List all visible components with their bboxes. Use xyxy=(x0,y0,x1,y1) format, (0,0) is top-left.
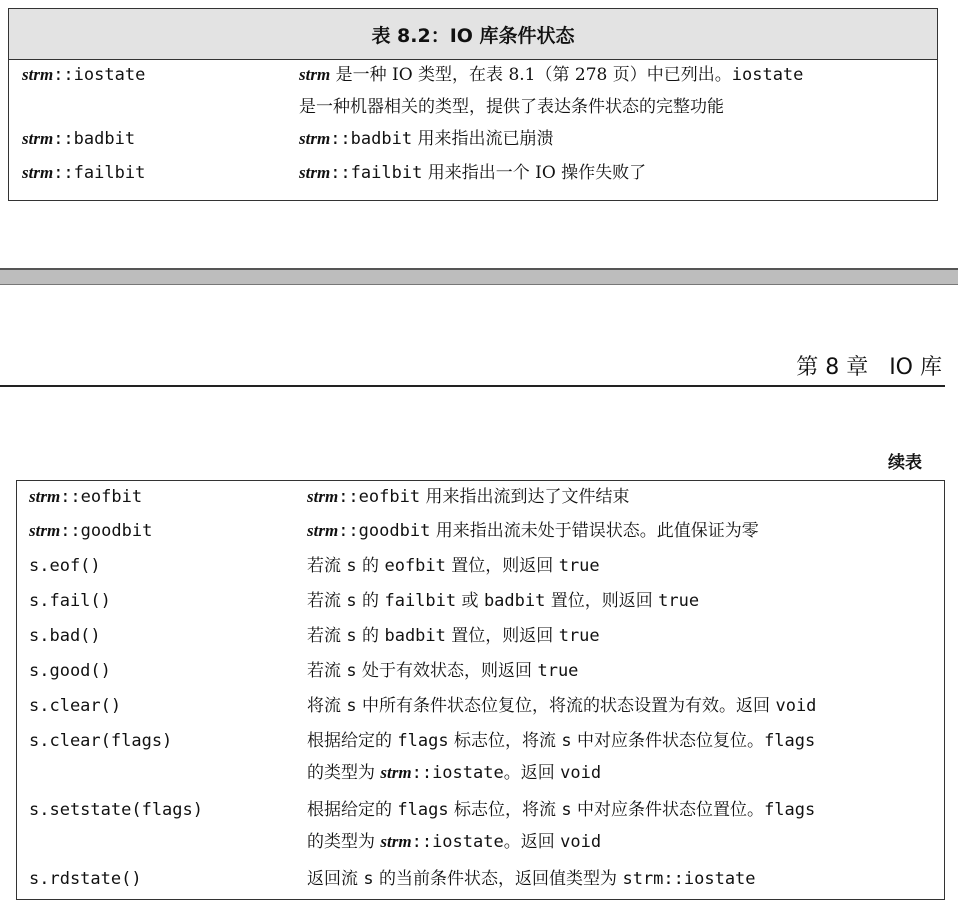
row-name-suffix: s.clear(flags) xyxy=(29,731,173,751)
text-segment: failbit xyxy=(384,591,457,611)
text-segment: 的 xyxy=(356,556,385,576)
row-name xyxy=(22,123,135,155)
description-line xyxy=(299,157,929,189)
text-segment: strm xyxy=(299,129,331,148)
row-name-suffix: s.eof() xyxy=(29,556,101,576)
row-name xyxy=(29,515,152,547)
row-name-suffix: s.good() xyxy=(29,661,111,681)
row-name xyxy=(29,690,121,722)
row-description xyxy=(307,655,937,687)
text-segment: ::eofbit xyxy=(338,487,421,507)
text-segment: 处于有效状态，则返回 xyxy=(356,661,538,681)
text-segment: 中所有条件状态位复位，将流的状态设置为有效。返回 xyxy=(356,696,776,716)
row-description xyxy=(299,59,929,123)
description-line xyxy=(307,757,937,789)
chapter-header: 第 8 章 IO 库 xyxy=(796,355,942,380)
text-segment: 标志位，将流 xyxy=(448,731,562,751)
row-name-suffix: ::goodbit xyxy=(60,521,153,541)
row-name-prefix: strm xyxy=(22,163,54,182)
text-segment: eofbit xyxy=(384,556,446,576)
row-name-suffix: ::eofbit xyxy=(60,487,143,507)
text-segment: 是一种机器相关的类型，提供了表达条件状态的完整功能 xyxy=(299,97,724,117)
text-segment: s xyxy=(561,800,572,820)
text-segment: ::badbit xyxy=(330,129,413,149)
text-segment: s xyxy=(346,661,357,681)
text-segment: s xyxy=(561,731,572,751)
row-name xyxy=(29,585,111,617)
row-name-suffix: ::iostate xyxy=(53,65,146,85)
row-name xyxy=(29,863,142,895)
text-segment: 若流 xyxy=(307,626,347,646)
text-segment: strm::iostate xyxy=(622,869,756,889)
text-segment: 根据给定的 xyxy=(307,800,398,820)
text-segment: true xyxy=(537,661,579,681)
description-line xyxy=(307,585,937,617)
text-segment: strm xyxy=(307,521,339,540)
description-line xyxy=(307,794,937,826)
row-name-prefix: strm xyxy=(22,65,54,84)
text-segment: flags xyxy=(764,800,816,820)
text-segment: 的 xyxy=(356,591,385,611)
table-title: 表 8.2：IO 库条件状态 xyxy=(9,9,937,60)
row-name xyxy=(22,157,145,189)
description-line xyxy=(307,725,937,757)
text-segment: 是一种 IO 类型，在表 8.1（第 278 页）中已列出。 xyxy=(330,65,732,85)
description-line xyxy=(307,620,937,652)
text-segment: 标志位，将流 xyxy=(448,800,562,820)
text-segment: 用来指出流未处于错误状态。此值保证为零 xyxy=(430,521,759,541)
text-segment: true xyxy=(558,556,600,576)
text-segment: s xyxy=(346,696,357,716)
description-line xyxy=(307,826,937,858)
text-segment: strm xyxy=(299,65,331,84)
page-break-bar xyxy=(0,268,958,285)
text-segment: iostate xyxy=(731,65,804,85)
state-table-bottom xyxy=(16,480,945,900)
row-description xyxy=(299,123,929,155)
text-segment: 或 xyxy=(456,591,484,611)
row-description xyxy=(299,157,929,189)
text-segment: strm xyxy=(299,163,331,182)
row-description xyxy=(307,620,937,652)
text-segment: 将流 xyxy=(307,696,347,716)
text-segment: s xyxy=(346,591,357,611)
text-segment: strm xyxy=(307,487,339,506)
text-segment: s xyxy=(346,556,357,576)
text-segment: 置位，则返回 xyxy=(545,591,659,611)
description-line xyxy=(299,123,929,155)
text-segment: ::iostate xyxy=(411,763,504,783)
text-segment: 的当前条件状态，返回值类型为 xyxy=(373,869,623,889)
header-rule xyxy=(0,385,945,387)
description-line xyxy=(307,863,937,895)
text-segment: 用来指出流已崩溃 xyxy=(412,129,554,149)
row-name-prefix: strm xyxy=(29,521,61,540)
text-segment: 的类型为 xyxy=(307,763,381,783)
description-line xyxy=(299,91,929,123)
description-line xyxy=(307,655,937,687)
row-name xyxy=(29,794,203,826)
row-name-suffix: s.bad() xyxy=(29,626,101,646)
text-segment: ::iostate xyxy=(411,832,504,852)
text-segment: 置位，则返回 xyxy=(445,626,559,646)
description-line xyxy=(307,481,937,513)
text-segment: strm xyxy=(380,763,412,782)
row-name-suffix: s.clear() xyxy=(29,696,122,716)
text-segment: 若流 xyxy=(307,661,347,681)
row-description xyxy=(307,585,937,617)
row-description xyxy=(307,863,937,895)
row-description xyxy=(307,690,937,722)
row-name xyxy=(29,725,172,757)
description-line xyxy=(307,690,937,722)
text-segment: flags xyxy=(764,731,816,751)
row-name xyxy=(29,655,111,687)
description-line xyxy=(307,515,937,547)
row-description xyxy=(307,515,937,547)
text-segment: s xyxy=(346,626,357,646)
continued-label: 续表 xyxy=(888,453,922,473)
text-segment: void xyxy=(775,696,817,716)
text-segment: badbit xyxy=(384,626,446,646)
text-segment: 的类型为 xyxy=(307,832,381,852)
text-segment: flags xyxy=(397,800,449,820)
state-table-top xyxy=(8,8,938,201)
text-segment: 。返回 xyxy=(503,832,561,852)
row-description xyxy=(307,725,937,789)
text-segment: true xyxy=(658,591,700,611)
row-name xyxy=(29,620,101,652)
text-segment: 置位，则返回 xyxy=(445,556,559,576)
text-segment: void xyxy=(560,832,602,852)
text-segment: void xyxy=(560,763,602,783)
text-segment: 用来指出一个 IO 操作失败了 xyxy=(422,163,647,183)
row-description xyxy=(307,794,937,858)
row-name-suffix: s.setstate(flags) xyxy=(29,800,203,820)
row-name-prefix: strm xyxy=(22,129,54,148)
text-segment: s xyxy=(363,869,374,889)
text-segment: 的 xyxy=(356,626,385,646)
row-name-suffix: s.fail() xyxy=(29,591,111,611)
row-name-prefix: strm xyxy=(29,487,61,506)
text-segment: 根据给定的 xyxy=(307,731,398,751)
row-name xyxy=(29,481,142,513)
text-segment: ::goodbit xyxy=(338,521,431,541)
text-segment: 若流 xyxy=(307,556,347,576)
description-line xyxy=(299,59,929,91)
text-segment: flags xyxy=(397,731,449,751)
text-segment: 用来指出流到达了文件结束 xyxy=(420,487,630,507)
text-segment: true xyxy=(558,626,600,646)
row-description xyxy=(307,550,937,582)
description-line xyxy=(307,550,937,582)
text-segment: 中对应条件状态位置位。 xyxy=(571,800,765,820)
text-segment: 若流 xyxy=(307,591,347,611)
text-segment: strm xyxy=(380,832,412,851)
row-name-suffix: ::badbit xyxy=(53,129,136,149)
text-segment: 。返回 xyxy=(503,763,561,783)
text-segment: badbit xyxy=(483,591,546,611)
row-description xyxy=(307,481,937,513)
row-name xyxy=(29,550,101,582)
row-name xyxy=(22,59,145,91)
row-name-suffix: s.rdstate() xyxy=(29,869,142,889)
text-segment: ::failbit xyxy=(330,163,423,183)
text-segment: 返回流 xyxy=(307,869,364,889)
text-segment: 中对应条件状态位复位。 xyxy=(571,731,765,751)
row-name-suffix: ::failbit xyxy=(53,163,146,183)
